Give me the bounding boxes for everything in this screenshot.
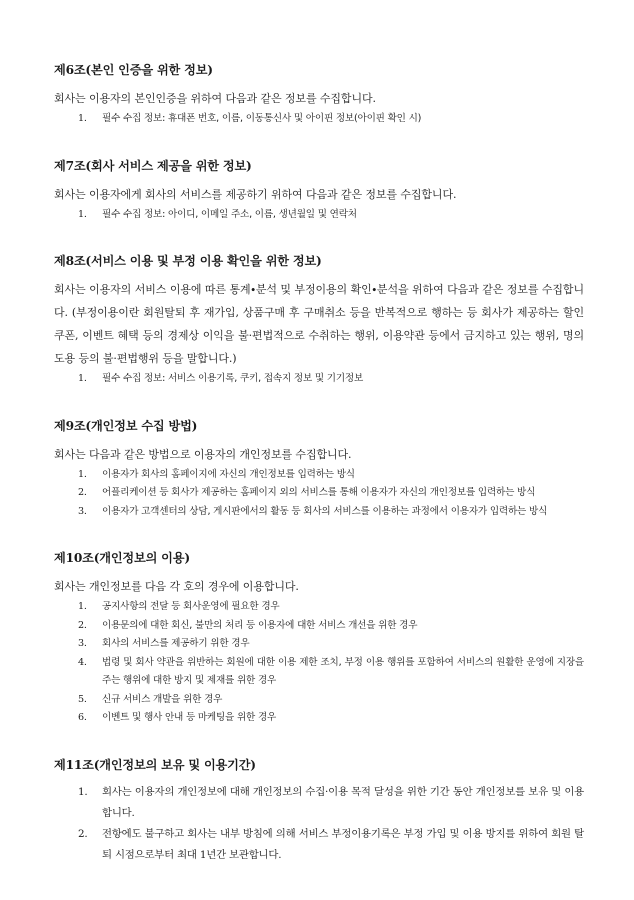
item-number: 1. — [78, 468, 87, 480]
item-text: 법령 및 회사 약관을 위반하는 회원에 대한 이용 제한 조치, 부정 이용 행위를 포함하여 서비스의 원활한 운영에 지장을 주는 행위에 대한 방지 및 제재를 위한 경우 — [102, 656, 584, 686]
item-number: 1. — [78, 113, 87, 124]
article-11 — [54, 757, 584, 866]
article-title: 제8조(서비스 이용 및 부정 이용 확인을 위한 정보) — [54, 254, 322, 268]
article-intro: 회사는 이용자의 본인인증을 위하여 다음과 같은 정보를 수집합니다. — [54, 92, 376, 105]
list-item — [54, 824, 584, 866]
item-text: 전항에도 불구하고 회사는 내부 방침에 의해 서비스 부정이용기록은 부정 가입 및 이용 방지를 위하여 회원 탈퇴 시점으로부터 최대 1년간 보관합니다. — [102, 827, 584, 861]
list-item — [54, 654, 584, 691]
article-10 — [54, 550, 584, 728]
item-text: 신규 서비스 개발을 위한 경우 — [102, 693, 223, 705]
item-text: 필수 수집 정보: 아이디, 이메일 주소, 이름, 생년월일 및 연락처 — [102, 208, 357, 220]
article-title: 제11조(개인정보의 보유 및 이용기간) — [54, 757, 256, 772]
item-number: 1. — [78, 785, 88, 798]
list-item — [54, 691, 584, 710]
article-title: 제6조(본인 인증을 위한 정보) — [54, 63, 213, 77]
article-intro: 회사는 이용자의 서비스 이용에 따른 통계∙분석 및 부정이용의 확인∙분석을 위하여 다음과 같은 정보를 수집합니다. (부정이용이란 회원탈퇴 후 재가입, 상품구매 후 구매취소 등을 반복적으로 행하는 등 회사가 제공하는 할인쿠폰, 이벤트 혜택 등의 경제상 이익을 불·편법적으로 수취하는 행위, 이용약관 등에서 금지하고 있는 행위, 명의도용 등의 불·편법행위 등을 말합니다.) — [54, 283, 584, 365]
item-text: 이용자가 회사의 홈페이지에 자신의 개인정보를 입력하는 방식 — [102, 468, 355, 480]
item-number: 5. — [78, 693, 87, 705]
item-number: 2. — [78, 619, 87, 631]
list-item — [54, 206, 584, 225]
item-text: 필수 수집 정보: 휴대폰 번호, 이름, 이동통신사 및 아이핀 정보(아이핀 확인 시) — [102, 113, 422, 124]
list-item — [54, 782, 584, 824]
item-list — [54, 206, 584, 225]
item-text: 필수 수집 정보: 서비스 이용기록, 쿠키, 접속지 정보 및 기기정보 — [102, 373, 364, 384]
item-number: 1. — [78, 373, 87, 384]
item-number: 3. — [78, 638, 87, 649]
article-intro: 회사는 이용자에게 회사의 서비스를 제공하기 위하여 다음과 같은 정보를 수집합니다. — [54, 187, 457, 201]
item-number: 3. — [78, 505, 87, 517]
item-text: 회사는 이용자의 개인정보에 대해 개인정보의 수집·이용 목적 달성을 위한 기간 동안 개인정보를 보유 및 이용합니다. — [102, 785, 584, 819]
item-number: 1. — [78, 601, 87, 612]
item-list — [54, 598, 584, 728]
item-list — [54, 782, 584, 866]
list-item — [54, 484, 584, 503]
item-text: 이벤트 및 행사 안내 등 마케팅을 위한 경우 — [102, 712, 277, 723]
item-number: 4. — [78, 656, 87, 668]
list-item — [54, 466, 584, 485]
article-title: 제7조(회사 서비스 제공을 위한 정보) — [54, 158, 252, 173]
article-title: 제9조(개인정보 수집 방법) — [54, 418, 198, 433]
item-number: 2. — [78, 487, 87, 498]
item-text: 이용문의에 대한 회신, 불만의 처리 등 이용자에 대한 서비스 개선을 위한 경우 — [102, 619, 418, 631]
article-intro: 회사는 개인정보를 다음 각 호의 경우에 이용합니다. — [54, 580, 299, 593]
item-list — [54, 110, 584, 129]
item-text: 이용자가 고객센터의 상담, 게시판에서의 활동 등 회사의 서비스를 이용하는 과정에서 이용자가 입력하는 방식 — [102, 505, 548, 517]
item-text: 공지사항의 전달 등 회사운영에 필요한 경우 — [102, 601, 280, 612]
article-intro: 회사는 다음과 같은 방법으로 이용자의 개인정보를 수집합니다. — [54, 447, 352, 461]
list-item — [54, 709, 584, 728]
list-item — [54, 503, 584, 522]
item-number: 2. — [78, 827, 88, 840]
article-8 — [54, 253, 584, 389]
item-number: 1. — [78, 208, 87, 220]
article-9 — [54, 418, 584, 522]
item-text: 회사의 서비스를 제공하기 위한 경우 — [102, 638, 250, 649]
list-item — [54, 110, 584, 129]
item-number: 6. — [78, 712, 87, 723]
item-list — [54, 466, 584, 522]
item-list — [54, 370, 584, 389]
list-item — [54, 635, 584, 654]
item-text: 어플리케이션 등 회사가 제공하는 홈페이지 외의 서비스를 통해 이용자가 자신의 개인정보를 입력하는 방식 — [102, 487, 536, 498]
article-title: 제10조(개인정보의 이용) — [54, 551, 190, 565]
article-6 — [54, 62, 584, 129]
article-7 — [54, 158, 584, 225]
list-item — [54, 598, 584, 617]
list-item — [54, 617, 584, 636]
list-item — [54, 370, 584, 389]
